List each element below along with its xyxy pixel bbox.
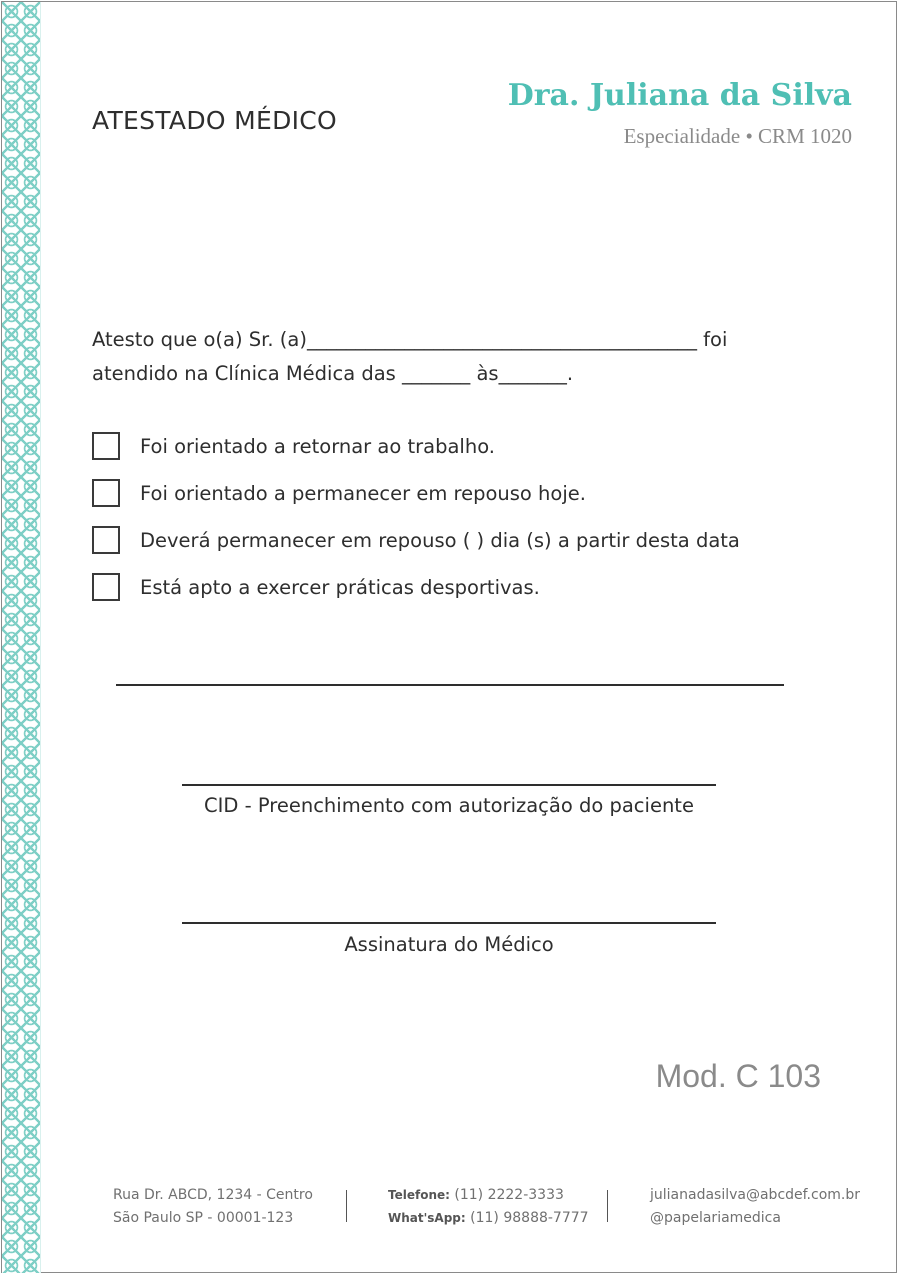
address-line-2: São Paulo SP - 00001-123 xyxy=(113,1210,294,1226)
decorative-pattern-band xyxy=(2,2,41,1273)
model-code: Mod. C 103 xyxy=(655,1058,821,1094)
document-title: ATESTADO MÉDICO xyxy=(92,106,338,135)
option-rest-days[interactable] xyxy=(92,524,740,556)
social-handle: @papelariamedica xyxy=(650,1210,781,1226)
checkbox[interactable] xyxy=(92,573,120,601)
cid-label: CID - Preenchimento com autorização do paciente xyxy=(204,794,694,817)
statement-line-1: Atesto que o(a) Sr. (a)________________________________________ foi xyxy=(92,328,728,351)
option-return-to-work[interactable] xyxy=(92,430,495,462)
option-rest-today[interactable] xyxy=(92,477,586,509)
cid-field-line[interactable] xyxy=(182,784,716,786)
statement-line-2: atendido na Clínica Médica das _______ às_______. xyxy=(92,362,574,385)
email-text: julianadasilva@abcdef.com.br xyxy=(650,1187,860,1203)
checkbox[interactable] xyxy=(92,432,120,460)
checkbox[interactable] xyxy=(92,526,120,554)
footer-contact xyxy=(650,1184,860,1230)
option-label: Foi orientado a retornar ao trabalho. xyxy=(140,434,495,458)
option-label: Foi orientado a permanecer em repouso hoje. xyxy=(140,481,586,505)
phone-label: Telefone: xyxy=(388,1188,450,1202)
checkbox[interactable] xyxy=(92,479,120,507)
footer-divider xyxy=(346,1190,347,1222)
phone-line xyxy=(388,1184,589,1207)
footer-divider xyxy=(607,1190,608,1222)
signature-label: Assinatura do Médico xyxy=(344,933,554,956)
blank-writing-line[interactable] xyxy=(116,684,784,686)
whatsapp-value: (11) 98888-7777 xyxy=(465,1210,589,1226)
option-label: Deverá permanecer em repouso ( ) dia (s) a partir desta data xyxy=(140,528,740,552)
option-label: Está apto a exercer práticas desportivas. xyxy=(140,575,540,599)
doctor-name: Dra. Juliana da Silva xyxy=(507,78,852,113)
doctor-specialty-crm: Especialidade • CRM 1020 xyxy=(623,124,852,148)
whatsapp-line xyxy=(388,1207,589,1230)
phone-value: (11) 2222-3333 xyxy=(449,1187,564,1203)
address-line-1: Rua Dr. ABCD, 1234 - Centro xyxy=(113,1187,313,1203)
footer-address xyxy=(113,1184,313,1230)
footer-phones xyxy=(388,1184,589,1230)
signature-line[interactable] xyxy=(182,922,716,924)
whatsapp-label: What'sApp: xyxy=(388,1211,466,1225)
option-fit-for-sports[interactable] xyxy=(92,571,540,603)
